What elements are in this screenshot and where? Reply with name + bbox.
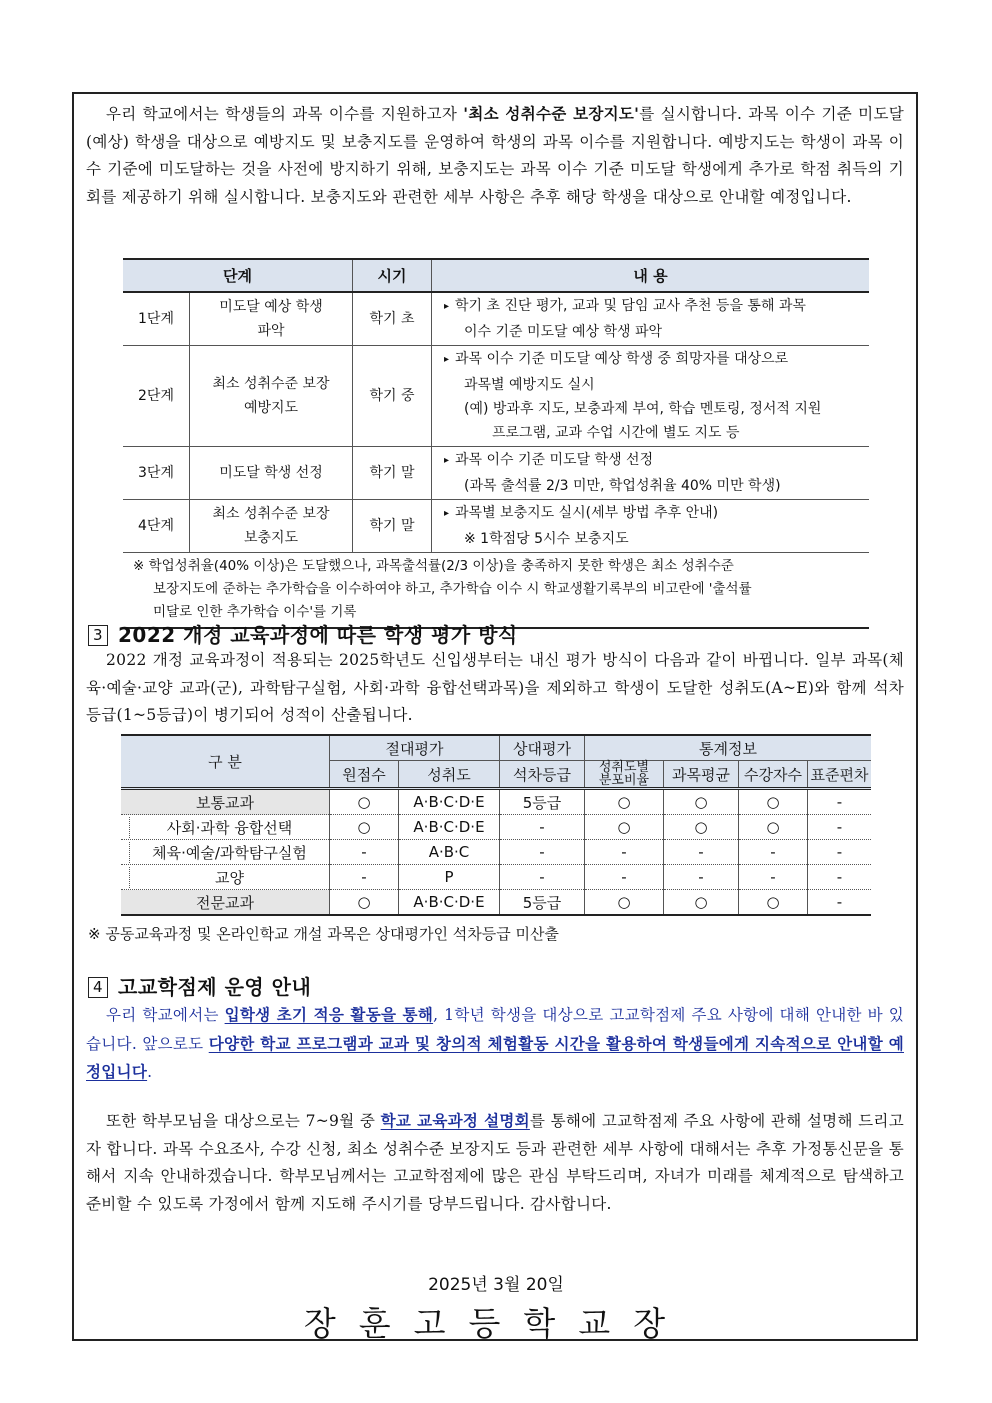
row-header: 전문교과	[121, 890, 330, 916]
section-3-heading	[88, 619, 518, 648]
row-header: 체육·예술/과학탐구실험	[121, 840, 330, 865]
table-note: ※ 학업성취율(40% 이상)은 도달했으나, 과목출석률(2/3 이상)을 충족하지 못한 학생은 최소 성취수준 보장지도에 준하는 추가학습을 이수하여야 하고, 추가학습 이수 시 학교생활기록부의 비고란에 '출석률 미달로 인한 추가학습 이수'를 기록	[123, 553, 869, 629]
intro-text-1: 우리 학교에서는 학생들의 과목 이수를 지원하고자	[106, 105, 458, 123]
issue-date: 2025년 3월 20일	[428, 1275, 564, 1295]
step-label: 4단계	[123, 500, 190, 553]
section-title: 2022 개정 교육과정에 따른 학생 평가 방식	[118, 623, 518, 647]
triangle-bullet-icon: ▸	[444, 508, 450, 519]
intro-paragraph	[86, 100, 904, 211]
step-label: 2단계	[123, 346, 190, 447]
header-period: 시기	[353, 259, 432, 292]
section-number-box: 3	[88, 625, 108, 646]
step-period: 학기 중	[353, 346, 432, 447]
underlined-emphasis: 입학생 초기 적응 활동을 통해	[224, 1005, 434, 1024]
section-title: 고교학점제 운영 안내	[118, 975, 312, 999]
table-row	[123, 292, 869, 346]
col-distribution: 성취도별 분포비율	[585, 761, 664, 789]
step-name: 미도달 학생 선정	[190, 447, 353, 500]
intro-bold-term: '최소 성취수준 보장지도'	[463, 104, 640, 123]
header-category: 구 분	[121, 735, 330, 789]
header-relative: 상대평가	[500, 735, 585, 761]
section-4-heading	[88, 971, 311, 1000]
triangle-bullet-icon: ▸	[444, 455, 450, 466]
step-description: ▸ 과목별 보충지도 실시(세부 방법 추후 안내) ※ 1학점당 5시수 보충지도	[432, 500, 870, 553]
row-header: 보통교과	[121, 789, 330, 815]
col-achievement: 성취도	[399, 761, 500, 789]
underlined-emphasis: 다양한 학교 프로그램과 교과 및 창의적 체험활동 시간을 활용하여 학생들에게 지속적으로 안내할 예정입니다	[86, 1033, 904, 1081]
row-header: 교양	[121, 865, 330, 890]
col-std-dev: 표준편차	[808, 761, 872, 789]
col-rank-grade: 석차등급	[500, 761, 585, 789]
header-absolute: 절대평가	[330, 735, 500, 761]
header-content: 내 용	[432, 259, 870, 292]
evaluation-method-table	[121, 734, 871, 916]
table-row	[123, 346, 869, 447]
step-period: 학기 초	[353, 292, 432, 346]
intro-text-2: 를 실시합니다. 과목 이수 기준 미도달(예상) 학생을 대상으로 예방지도 및 보충지도를 운영하여 학생의 과목 이수를 지원합니다. 예방지도는 학생이 과목 이수 기준에 미도달하는 것을 사전에 방지하기 위해, 보충지도는 과목 이수 기준 미도달 학생에게 추가로 학점 취득의 기회를 제공하기 위해 실시합니다. 보충지도와 관련한 세부 사항은 추후 해당 학생을 대상으로 안내할 예정입니다.	[86, 105, 904, 206]
col-average: 과목평균	[664, 761, 739, 789]
step-name: 최소 성취수준 보장 보충지도	[190, 500, 353, 553]
step-period: 학기 말	[353, 447, 432, 500]
table-row: 보통교과 ○ A·B·C·D·E 5등급 ○ ○ ○ -	[121, 789, 871, 815]
table-2-note: ※ 공동교육과정 및 온라인학교 개설 과목은 상대평가인 석차등급 미산출	[88, 925, 559, 943]
table-row: 사회·과학 융합선택 ○ A·B·C·D·E - ○ ○ ○ -	[121, 815, 871, 840]
table-row	[123, 500, 869, 553]
section-4-paragraph-2: 또한 학부모님을 대상으로는 7~9월 중 학교 교육과정 설명회를 통해에 고교학점제 주요 사항에 관해 설명해 드리고자 합니다. 과목 수요조사, 수강 신청, 최소 성취수준 보장지도 등과 관련한 세부 사항에 대해서는 추후 가정통신문을 통해서 지속 안내하겠습니다. 학부모님께서는 고교학점제에 많은 관심 부탁드리며, 자녀가 미래를 체계적으로 탐색하고 준비할 수 있도록 가정에서 함께 지도해 주시기를 당부드립니다. 감사합니다.	[86, 1111, 904, 1213]
step-period: 학기 말	[353, 500, 432, 553]
header-step: 단계	[123, 259, 353, 292]
step-name: 미도달 예상 학생 파악	[190, 292, 353, 346]
section-3-paragraph: 2022 개정 교육과정이 적용되는 2025학년도 신입생부터는 내신 평가 방식이 다음과 같이 바뀝니다. 일부 과목(체육·예술·교양 교과(군), 과학탐구실험, 사회·과학 융합선택과목)을 제외하고 학생이 도달한 성취도(A~E)와 함께 석차 등급(1~5등급)이 병기되어 성적이 산출됩니다.	[86, 651, 904, 724]
step-description: ▸ 과목 이수 기준 미도달 학생 선정 (과목 출석률 2/3 미만, 학업성취율 40% 미만 학생)	[432, 447, 870, 500]
table-row: 교양 - P - - - - -	[121, 865, 871, 890]
step-description: ▸ 학기 초 진단 평가, 교과 및 담임 교사 추천 등을 통해 과목 이수 기준 미도달 예상 학생 파악	[432, 292, 870, 346]
header-stats: 통계정보	[585, 735, 872, 761]
step-description: ▸ 과목 이수 기준 미도달 예상 학생 중 희망자를 대상으로 과목별 예방지도 실시 (예) 방과후 지도, 보충과제 부여, 학습 멘토링, 정서적 지원 프로그램, 교과 수업 시간에 별도 지도 등	[432, 346, 870, 447]
table-row: 체육·예술/과학탐구실험 - A·B·C - - - - -	[121, 840, 871, 865]
underlined-emphasis: 학교 교육과정 설명회	[380, 1111, 530, 1130]
step-name: 최소 성취수준 보장 예방지도	[190, 346, 353, 447]
row-header: 사회·과학 융합선택	[121, 815, 330, 840]
principal-signature: 장훈고등학교장	[303, 1304, 689, 1343]
col-raw-score: 원점수	[330, 761, 399, 789]
triangle-bullet-icon: ▸	[444, 301, 450, 312]
table-row: 전문교과 ○ A·B·C·D·E 5등급 ○ ○ ○ -	[121, 890, 871, 916]
table-row	[123, 447, 869, 500]
triangle-bullet-icon: ▸	[444, 354, 450, 365]
step-label: 3단계	[123, 447, 190, 500]
section-number-box: 4	[88, 977, 108, 998]
col-enrollment: 수강자수	[739, 761, 808, 789]
guidance-steps-table	[123, 258, 869, 629]
step-label: 1단계	[123, 292, 190, 346]
section-4-paragraph-1: 우리 학교에서는 입학생 초기 적응 활동을 통해, 1학년 학생을 대상으로 고교학점제 주요 사항에 대해 안내한 바 있습니다. 앞으로도 다양한 학교 프로그램과 교과 및 창의적 체험활동 시간을 활용하여 학생들에게 지속적으로 안내할 예정입니다.	[86, 1005, 904, 1081]
